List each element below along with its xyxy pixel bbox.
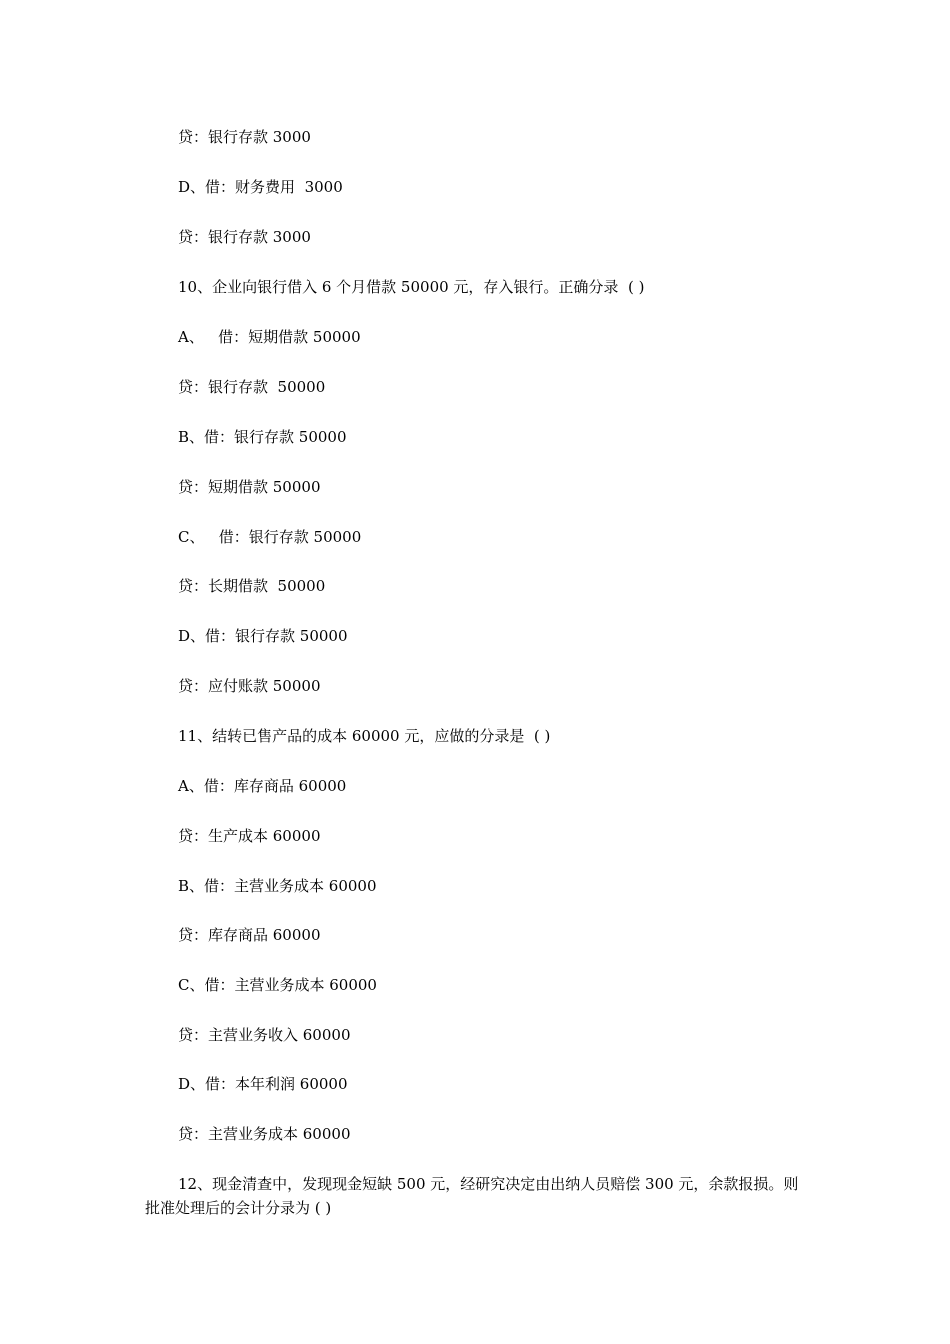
text-line: 贷：银行存款 3000 bbox=[178, 128, 311, 146]
text-line: 贷：主营业务收入 60000 bbox=[178, 1026, 351, 1044]
text-line: A、 借：短期借款 50000 bbox=[178, 328, 361, 346]
text-line: C、 借：银行存款 50000 bbox=[178, 528, 362, 546]
text-line: 贷：应付账款 50000 bbox=[178, 677, 321, 695]
text-line: 贷：主营业务成本 60000 bbox=[178, 1125, 351, 1143]
text-line: 贷：库存商品 60000 bbox=[178, 926, 321, 944]
text-line: D、借：银行存款 50000 bbox=[178, 627, 348, 645]
text-line: D、借：财务费用 3000 bbox=[178, 178, 343, 196]
text-line: C、借：主营业务成本 60000 bbox=[178, 976, 377, 994]
question-11: 11、结转已售产品的成本 60000 元，应做的分录是 ( ) bbox=[178, 727, 551, 745]
text-line: 贷：生产成本 60000 bbox=[178, 827, 321, 845]
text-line: 贷：短期借款 50000 bbox=[178, 478, 321, 496]
text-line: B、借：银行存款 50000 bbox=[178, 428, 347, 446]
text-line: 贷：长期借款 50000 bbox=[178, 577, 326, 595]
question-10: 10、企业向银行借入 6 个月借款 50000 元，存入银行。正确分录 ( ) bbox=[178, 278, 645, 296]
text-line: B、借：主营业务成本 60000 bbox=[178, 877, 377, 895]
text-line: A、借：库存商品 60000 bbox=[178, 777, 347, 795]
text-line: D、借：本年利润 60000 bbox=[178, 1075, 348, 1093]
text-line: 贷：银行存款 3000 bbox=[178, 228, 311, 246]
question-12: 12、现金清查中，发现现金短缺 500 元，经研究决定由出纳人员赔偿 300 元，余款报损。则批准处理后的会计分录为 ( ) bbox=[145, 1175, 799, 1217]
text-line: 贷：银行存款 50000 bbox=[178, 378, 326, 396]
